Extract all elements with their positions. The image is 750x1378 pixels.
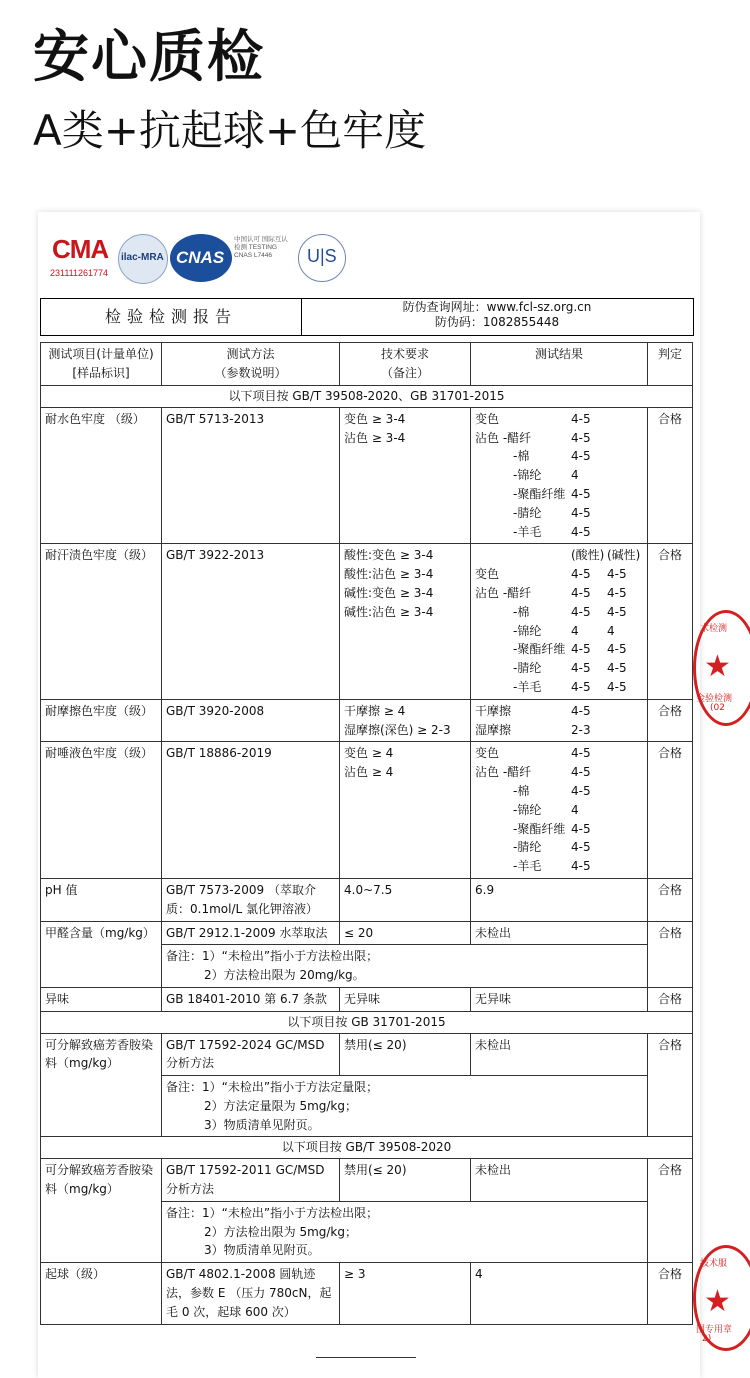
header-item: 测试项目(计量单位) [样品标识] <box>41 343 162 386</box>
uts-logo-text: U|S <box>307 246 337 266</box>
cma-logo <box>50 234 114 282</box>
verify-url: 防伪查询网址：www.fcl-sz.org.cn <box>402 300 592 314</box>
note-row: 备注：1）“未检出”指小于方法检出限； 2）方法检出限为 20mg/kg。 <box>41 945 693 988</box>
table-row: 耐唾液色牢度（级） GB/T 18886-2019 变色 ≥ 4 沾色 ≥ 4 变色 4-5 沾色 -醋纤 4-5 -棉 4-5 -锦纶 4 -聚酯纤维 4-5 -腈纶 4-5 -羊毛 4-5 合格 <box>41 742 693 879</box>
table-header-row <box>41 343 693 386</box>
result-list: 干摩擦 4-5 湿摩擦 2-3 <box>471 699 648 742</box>
requirement-list: 干摩擦 ≥ 4 湿摩擦(深色) ≥ 2-3 <box>340 699 471 742</box>
stamp-star-icon: ★ <box>704 1284 731 1319</box>
table-row: 可分解致癌芳香胺染料（mg/kg） GB/T 17592-2024 GC/MSD 分析方法 禁用(≤ 20) 未检出 合格 <box>41 1033 693 1076</box>
page-title: 安心质检 <box>33 25 265 90</box>
table-row: 可分解致癌芳香胺染料（mg/kg） GB/T 17592-2011 GC/MSD 分析方法 禁用(≤ 20) 未检出 合格 <box>41 1159 693 1202</box>
note-row: 备注：1）“未检出”指小于方法定量限； 2）方法定量限为 5mg/kg； 3）物质清单见附页。 <box>41 1076 693 1137</box>
table-row: 甲醛含量（mg/kg） GB/T 2912.1-2009 水萃取法 ≤ 20 未检出 合格 <box>41 921 693 945</box>
table-row: 耐摩擦色牢度（级） GB/T 3920-2008 干摩擦 ≥ 4 湿摩擦(深色) ≥ 2-3 干摩擦 4-5 湿摩擦 2-3 合格 <box>41 699 693 742</box>
ilac-logo-text: ilac-MRA <box>121 252 164 263</box>
table-row: pH 值 GB/T 7573-2009 （萃取介质：0.1mol/L 氯化钾溶液） 4.0~7.5 6.9 合格 <box>41 878 693 921</box>
cma-number: 231111261774 <box>50 268 109 278</box>
requirement-list: 变色 ≥ 3-4 沾色 ≥ 3-4 <box>340 407 471 544</box>
table-row: 异味 GB 18401-2010 第 6.7 条款 无异味 无异味 合格 <box>41 987 693 1011</box>
cma-logo-text: CMA <box>52 234 109 264</box>
table-row: 耐水色牢度 （级） GB/T 5713-2013 变色 ≥ 3-4 沾色 ≥ 3-4 变色 4-5 沾色 -醋纤 4-5 -棉 4-5 -锦纶 4 -聚酯纤维 4-5 -腈纶 4-5 -羊毛 4-5 合格 <box>41 407 693 544</box>
ilac-logo <box>118 234 168 284</box>
result-list: 变色 4-5 沾色 -醋纤 4-5 -棉 4-5 -锦纶 4 -聚酯纤维 4-5 -腈纶 4-5 -羊毛 4-5 <box>471 407 648 544</box>
table-row: 耐汗渍色牢度（级） GB/T 3922-2013 酸性:变色 ≥ 3-4 酸性:沾色 ≥ 3-4 碱性:变色 ≥ 3-4 碱性:沾色 ≥ 3-4 (酸性) (碱性) 变色 4-5 4-5 沾色 -醋纤 4-5 4-5 -棉 4-5 4-5 -锦纶 4 4 -聚酯纤维 4-5 4-5 -腈纶 4-5 4-5 -羊毛 4-5 4-5 合格 <box>41 544 693 699</box>
requirement-list: 变色 ≥ 4 沾色 ≥ 4 <box>340 742 471 879</box>
section-row: 以下项目按 GB/T 39508-2020 <box>41 1137 693 1159</box>
report-header <box>40 298 694 336</box>
cnas-caption: 中国认可 国际互认 检测 TESTING CNAS L7446 <box>234 236 288 259</box>
stamp-star-icon: ★ <box>704 649 731 684</box>
accreditation-logos <box>50 232 370 284</box>
page-subtitle: A类+抗起球+色牢度 <box>33 106 427 155</box>
official-stamp: 术检测 ★ 金验检测 (02 <box>693 610 750 726</box>
section-row: 以下项目按 GB/T 39508-2020、GB 31701-2015 <box>41 386 693 408</box>
uts-logo <box>298 234 346 282</box>
verification-info <box>303 300 691 330</box>
cnas-logo <box>170 234 232 282</box>
note-row: 备注：1）“未检出”指小于方法检出限； 2）方法检出限为 5mg/kg； 3）物质清单见附页。 <box>41 1201 693 1262</box>
header-verdict: 判定 <box>648 343 693 386</box>
header-requirement: 技术要求 （备注） <box>340 343 471 386</box>
report-title: 检验检测报告 <box>41 299 302 335</box>
cnas-logo-text: CNAS <box>176 248 225 267</box>
result-list: 变色 4-5 沾色 -醋纤 4-5 -棉 4-5 -锦纶 4 -聚酯纤维 4-5 -腈纶 4-5 -羊毛 4-5 <box>471 742 648 879</box>
verify-code: 防伪码：1082855448 <box>434 315 560 329</box>
result-list: (酸性) (碱性) 变色 4-5 4-5 沾色 -醋纤 4-5 4-5 -棉 4-5 4-5 -锦纶 4 4 -聚酯纤维 4-5 4-5 -腈纶 4-5 4-5 -羊毛 4-5 4-5 <box>471 544 648 699</box>
section-row: 以下项目按 GB 31701-2015 <box>41 1011 693 1033</box>
divider <box>316 1357 416 1358</box>
requirement-list: 酸性:变色 ≥ 3-4 酸性:沾色 ≥ 3-4 碱性:变色 ≥ 3-4 碱性:沾色 ≥ 3-4 <box>340 544 471 699</box>
header-result: 测试结果 <box>471 343 648 386</box>
test-results-table <box>40 342 693 1325</box>
header-method: 测试方法 （参数说明） <box>162 343 340 386</box>
table-row: 起球（级） GB/T 4802.1-2008 圆轨迹法，参数 E （压力 780cN，起毛 0 次，起球 600 次） ≥ 3 4 合格 <box>41 1263 693 1324</box>
official-stamp: 技术服 ★ 围专用章 2) <box>693 1245 750 1351</box>
